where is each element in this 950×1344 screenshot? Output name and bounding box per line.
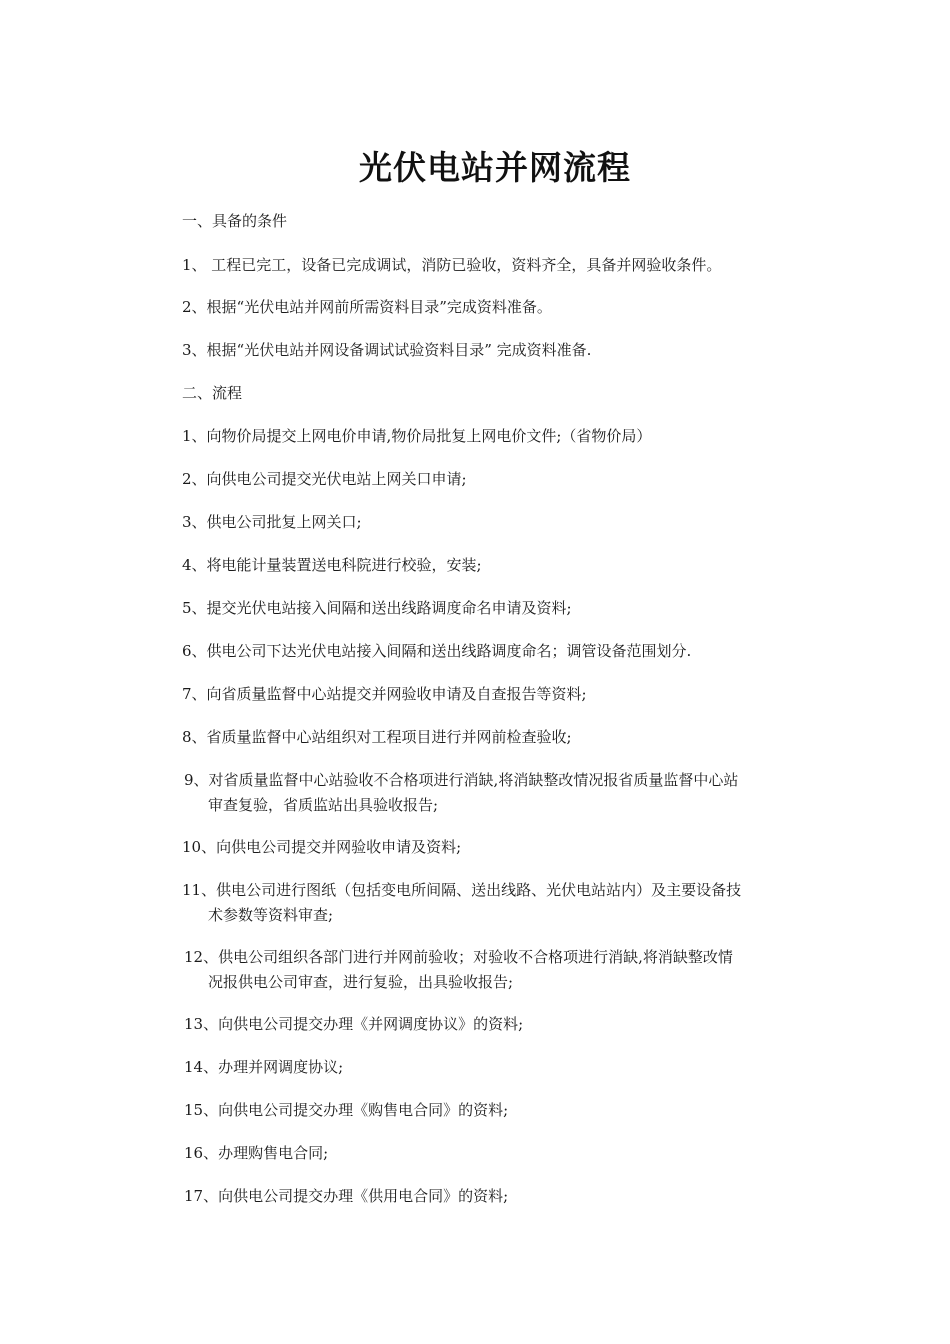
condition-item-2: 2、根据“光伏电站并网前所需资料目录”完成资料准备。: [182, 298, 552, 316]
process-item-2: 2、向供电公司提交光伏电站上网关口申请;: [182, 470, 467, 488]
process-item-1: 1、向物价局提交上网电价申请,物价局批复上网电价文件;（省物价局）: [182, 427, 652, 445]
process-item-9-line-1: 9、对省质量监督中心站验收不合格项进行消缺,将消缺整改情况报省质量监督中心站: [184, 771, 739, 789]
process-item-10: 10、向供电公司提交并网验收申请及资料;: [182, 838, 462, 856]
process-item-7: 7、向省质量监督中心站提交并网验收申请及自查报告等资料;: [182, 685, 587, 703]
process-item-6: 6、供电公司下达光伏电站接入间隔和送出线路调度命名；调管设备范围划分.: [182, 642, 692, 660]
document-title: 光伏电站并网流程: [359, 148, 631, 187]
process-item-9-line-2: 审查复验，省质监站出具验收报告;: [208, 796, 439, 814]
process-item-15: 15、向供电公司提交办理《购售电合同》的资料;: [184, 1101, 509, 1119]
section-heading-conditions: 一、具备的条件: [182, 212, 288, 230]
process-item-16: 16、办理购售电合同;: [184, 1144, 329, 1162]
process-item-4: 4、将电能计量装置送电科院进行校验，安装;: [182, 556, 482, 574]
process-item-11-line-1: 11、供电公司进行图纸（包括变电所间隔、送出线路、光伏电站站内）及主要设备技: [182, 881, 742, 899]
process-item-11-line-2: 术参数等资料审查;: [208, 906, 334, 924]
condition-item-1: 1、 工程已完工，设备已完成调试，消防已验收，资料齐全，具备并网验收条件。: [182, 256, 722, 274]
process-item-17: 17、向供电公司提交办理《供用电合同》的资料;: [184, 1187, 509, 1205]
process-item-5: 5、提交光伏电站接入间隔和送出线路调度命名申请及资料;: [182, 599, 572, 617]
section-heading-process: 二、流程: [182, 384, 243, 402]
process-item-12-line-2: 况报供电公司审查，进行复验，出具验收报告;: [208, 973, 514, 991]
process-item-3: 3、供电公司批复上网关口;: [182, 513, 362, 531]
process-item-14: 14、办理并网调度协议;: [184, 1058, 344, 1076]
process-item-8: 8、省质量监督中心站组织对工程项目进行并网前检查验收;: [182, 728, 572, 746]
process-item-12-line-1: 12、供电公司组织各部门进行并网前验收；对验收不合格项进行消缺,将消缺整改情: [184, 948, 733, 966]
condition-item-3: 3、根据“光伏电站并网设备调试试验资料目录” 完成资料准备.: [182, 341, 592, 359]
process-item-13: 13、向供电公司提交办理《并网调度协议》的资料;: [184, 1015, 524, 1033]
